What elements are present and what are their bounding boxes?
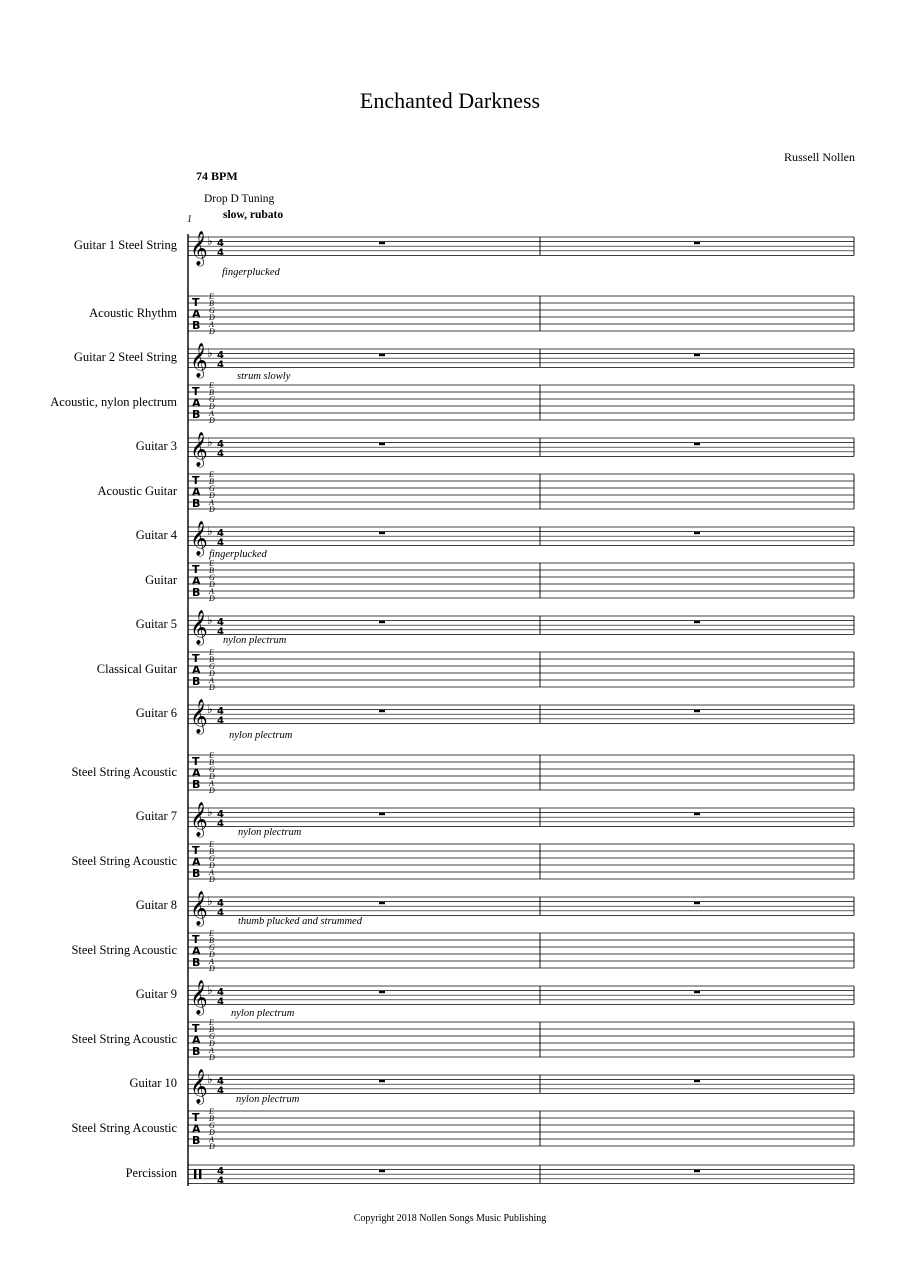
time-signature-top: 4 xyxy=(217,439,224,450)
flat-key-signature-icon: ♭ xyxy=(207,435,213,449)
tab-string-name: B xyxy=(209,388,214,397)
flat-key-signature-icon: ♭ xyxy=(207,1072,213,1086)
time-signature-top: 4 xyxy=(217,528,224,539)
tab-clef-letter: T xyxy=(192,844,200,857)
percussion-clef-icon xyxy=(194,1169,196,1179)
flat-key-signature-icon: ♭ xyxy=(207,613,213,627)
staff-label: Guitar 8 xyxy=(135,898,177,913)
staff-label: Acoustic Guitar xyxy=(97,483,177,498)
tab-string-name: D xyxy=(209,313,215,322)
tuning-text: Drop D Tuning xyxy=(204,193,275,205)
tab-string-name: G xyxy=(209,1121,215,1130)
tab-clef-letter: T xyxy=(192,933,200,946)
staff-label: Steel String Acoustic xyxy=(71,764,177,779)
tab-string-name: D xyxy=(209,861,215,870)
tab-string-name: D xyxy=(209,669,215,678)
tab-string-name: A xyxy=(209,676,214,685)
time-signature-bottom: 4 xyxy=(217,907,224,919)
staff-label: Guitar 4 xyxy=(135,528,177,543)
tab-clef-letter: B xyxy=(192,956,201,969)
whole-rest-icon xyxy=(379,354,385,357)
whole-rest-icon xyxy=(694,443,700,446)
tempo-marking: 74 BPM xyxy=(196,169,238,183)
treble-clef-icon: 𝄞 xyxy=(190,343,208,378)
technique-text: fingerplucked xyxy=(209,549,267,560)
tab-string-name: B xyxy=(209,1025,214,1034)
flat-key-signature-icon: ♭ xyxy=(207,234,213,248)
tab-string-name: D xyxy=(209,1053,215,1062)
tab-clef-letter: T xyxy=(192,385,200,398)
technique-text: strum slowly xyxy=(237,371,291,382)
tab-clef-letter: A xyxy=(192,1033,201,1047)
tab-string-name: B xyxy=(209,847,214,856)
whole-rest-icon xyxy=(379,813,385,816)
tab-string-name: A xyxy=(209,1046,214,1055)
time-signature-bottom: 4 xyxy=(217,1085,224,1097)
treble-clef-icon: 𝄞 xyxy=(190,432,208,467)
treble-clef-icon: 𝄞 xyxy=(190,980,208,1015)
tab-string-name: E xyxy=(209,648,214,657)
whole-rest-icon xyxy=(379,991,385,994)
tab-string-name: G xyxy=(209,573,215,582)
whole-rest-icon xyxy=(694,621,700,624)
tab-string-name: G xyxy=(209,1032,215,1041)
whole-rest-icon xyxy=(694,991,700,994)
tab-string-name: A xyxy=(209,779,214,788)
tab-clef-letter: A xyxy=(192,855,201,869)
tab-string-name: E xyxy=(209,381,214,390)
flat-key-signature-icon: ♭ xyxy=(207,894,213,908)
tab-string-name: D xyxy=(209,491,215,500)
staff-label: Guitar 9 xyxy=(135,987,177,1002)
staff-label: Percission xyxy=(125,1166,177,1181)
tab-clef-letter: A xyxy=(192,307,201,321)
tab-string-name: D xyxy=(209,786,215,795)
time-signature-bottom: 4 xyxy=(217,626,224,638)
whole-rest-icon xyxy=(694,1080,700,1083)
whole-rest-icon xyxy=(694,532,700,535)
treble-clef-icon: 𝄞 xyxy=(190,1069,208,1104)
flat-key-signature-icon: ♭ xyxy=(207,524,213,538)
tab-string-name: B xyxy=(209,477,214,486)
copyright-notice: Copyright 2018 Nollen Songs Music Publishing xyxy=(353,1213,547,1224)
tab-string-name: E xyxy=(209,1107,214,1116)
tab-string-name: B xyxy=(209,936,214,945)
composer-name: Russell Nollen xyxy=(784,150,855,164)
whole-rest-icon xyxy=(379,1170,385,1173)
staff-label: Guitar 5 xyxy=(135,617,177,632)
tab-clef-letter: B xyxy=(192,867,201,880)
treble-clef-icon: 𝄞 xyxy=(190,521,208,556)
tab-clef-letter: T xyxy=(192,755,200,768)
tab-string-name: B xyxy=(209,299,214,308)
tab-string-name: B xyxy=(209,566,214,575)
time-signature-top: 4 xyxy=(217,1076,224,1087)
staff-label: Guitar 6 xyxy=(135,706,177,721)
tab-string-name: D xyxy=(209,875,215,884)
tab-clef-letter: B xyxy=(192,586,201,599)
tab-string-name: A xyxy=(209,320,214,329)
staff-label: Steel String Acoustic xyxy=(71,1031,177,1046)
tab-clef-letter: B xyxy=(192,497,201,510)
tab-clef-letter: A xyxy=(192,766,201,780)
time-signature-top: 4 xyxy=(217,706,224,717)
treble-clef-icon: 𝄞 xyxy=(190,610,208,645)
tab-string-name: E xyxy=(209,470,214,479)
staff-label: Guitar 7 xyxy=(135,809,177,824)
whole-rest-icon xyxy=(379,242,385,245)
time-signature-top: 4 xyxy=(217,350,224,361)
tab-string-name: D xyxy=(209,580,215,589)
time-signature-bottom: 4 xyxy=(217,996,224,1008)
technique-text: nylon plectrum xyxy=(238,827,302,838)
flat-key-signature-icon: ♭ xyxy=(207,346,213,360)
tab-string-name: E xyxy=(209,292,214,301)
tab-string-name: G xyxy=(209,765,215,774)
tab-clef-letter: B xyxy=(192,778,201,791)
tab-string-name: D xyxy=(209,594,215,603)
staff-label: Acoustic Rhythm xyxy=(89,305,177,320)
tab-string-name: D xyxy=(209,327,215,336)
tab-string-name: B xyxy=(209,1114,214,1123)
tab-string-name: B xyxy=(209,655,214,664)
staff-label: Steel String Acoustic xyxy=(71,942,177,957)
tab-clef-letter: A xyxy=(192,485,201,499)
score-title: Enchanted Darkness xyxy=(359,88,541,113)
tab-clef-letter: A xyxy=(192,396,201,410)
whole-rest-icon xyxy=(694,1170,700,1173)
whole-rest-icon xyxy=(379,710,385,713)
treble-clef-icon: 𝄞 xyxy=(190,699,208,734)
time-signature-top: 4 xyxy=(217,1166,224,1177)
technique-text: nylon plectrum xyxy=(229,730,293,741)
treble-clef-icon: 𝄞 xyxy=(190,802,208,837)
staff-label: Classical Guitar xyxy=(96,661,177,676)
time-signature-bottom: 4 xyxy=(217,359,224,371)
tab-string-name: E xyxy=(209,751,214,760)
tab-clef-letter: T xyxy=(192,563,200,576)
treble-clef-icon: 𝄞 xyxy=(190,231,208,266)
technique-text: fingerplucked xyxy=(222,267,280,278)
tab-string-name: D xyxy=(209,402,215,411)
tab-clef-letter: A xyxy=(192,944,201,958)
time-signature-bottom: 4 xyxy=(217,715,224,727)
time-signature-top: 4 xyxy=(217,898,224,909)
tab-string-name: G xyxy=(209,395,215,404)
tab-clef-letter: B xyxy=(192,1045,201,1058)
whole-rest-icon xyxy=(694,242,700,245)
tab-string-name: A xyxy=(209,409,214,418)
technique-text: nylon plectrum xyxy=(223,635,287,646)
time-signature-bottom: 4 xyxy=(217,1175,224,1187)
tab-string-name: A xyxy=(209,1135,214,1144)
tab-clef-letter: A xyxy=(192,663,201,677)
tab-string-name: D xyxy=(209,1128,215,1137)
time-signature-bottom: 4 xyxy=(217,448,224,460)
tab-clef-letter: B xyxy=(192,675,201,688)
flat-key-signature-icon: ♭ xyxy=(207,983,213,997)
whole-rest-icon xyxy=(379,1080,385,1083)
time-signature-top: 4 xyxy=(217,809,224,820)
technique-text: nylon plectrum xyxy=(231,1008,295,1019)
tab-string-name: B xyxy=(209,758,214,767)
tab-clef-letter: B xyxy=(192,408,201,421)
staff-label: Guitar xyxy=(145,572,177,587)
staff-label: Guitar 3 xyxy=(135,439,177,454)
tab-string-name: G xyxy=(209,943,215,952)
tab-string-name: G xyxy=(209,662,215,671)
measure-number: 1 xyxy=(187,214,192,225)
tab-clef-letter: B xyxy=(192,319,201,332)
tab-string-name: D xyxy=(209,683,215,692)
time-signature-top: 4 xyxy=(217,238,224,249)
staff-label: Steel String Acoustic xyxy=(71,1120,177,1135)
staff-label: Guitar 10 xyxy=(129,1076,177,1091)
tab-string-name: G xyxy=(209,484,215,493)
time-signature-bottom: 4 xyxy=(217,537,224,549)
tab-string-name: D xyxy=(209,416,215,425)
tab-clef-letter: T xyxy=(192,1111,200,1124)
tab-clef-letter: T xyxy=(192,1022,200,1035)
staff-label: Guitar 2 Steel String xyxy=(73,350,177,365)
tab-string-name: A xyxy=(209,957,214,966)
tab-string-name: D xyxy=(209,772,215,781)
whole-rest-icon xyxy=(379,443,385,446)
tab-clef-letter: T xyxy=(192,652,200,665)
time-signature-top: 4 xyxy=(217,987,224,998)
tab-clef-letter: B xyxy=(192,1134,201,1147)
tab-string-name: A xyxy=(209,868,214,877)
flat-key-signature-icon: ♭ xyxy=(207,702,213,716)
tab-clef-letter: T xyxy=(192,296,200,309)
treble-clef-icon: 𝄞 xyxy=(190,891,208,926)
time-signature-bottom: 4 xyxy=(217,247,224,259)
tab-string-name: E xyxy=(209,929,214,938)
tab-string-name: D xyxy=(209,964,215,973)
staff-label: Acoustic, nylon plectrum xyxy=(50,394,177,409)
whole-rest-icon xyxy=(694,710,700,713)
whole-rest-icon xyxy=(694,813,700,816)
expression-text: slow, rubato xyxy=(223,209,284,221)
tab-string-name: G xyxy=(209,854,215,863)
tab-clef-letter: A xyxy=(192,1122,201,1136)
time-signature-top: 4 xyxy=(217,617,224,628)
technique-text: nylon plectrum xyxy=(236,1094,300,1105)
time-signature-bottom: 4 xyxy=(217,818,224,830)
tab-string-name: D xyxy=(209,950,215,959)
tab-string-name: A xyxy=(209,587,214,596)
tab-string-name: D xyxy=(209,1142,215,1151)
tab-clef-letter: T xyxy=(192,474,200,487)
whole-rest-icon xyxy=(694,354,700,357)
tab-string-name: D xyxy=(209,1039,215,1048)
tab-string-name: E xyxy=(209,840,214,849)
tab-string-name: G xyxy=(209,306,215,315)
whole-rest-icon xyxy=(379,621,385,624)
flat-key-signature-icon: ♭ xyxy=(207,805,213,819)
whole-rest-icon xyxy=(379,902,385,905)
tab-string-name: A xyxy=(209,498,214,507)
staff-label: Steel String Acoustic xyxy=(71,853,177,868)
technique-text: thumb plucked and strummed xyxy=(238,916,362,927)
percussion-clef-icon xyxy=(199,1169,201,1179)
tab-string-name: D xyxy=(209,505,215,514)
tab-string-name: E xyxy=(209,559,214,568)
staff-label: Guitar 1 Steel String xyxy=(73,238,177,253)
whole-rest-icon xyxy=(379,532,385,535)
tab-string-name: E xyxy=(209,1018,214,1027)
whole-rest-icon xyxy=(694,902,700,905)
tab-clef-letter: A xyxy=(192,574,201,588)
